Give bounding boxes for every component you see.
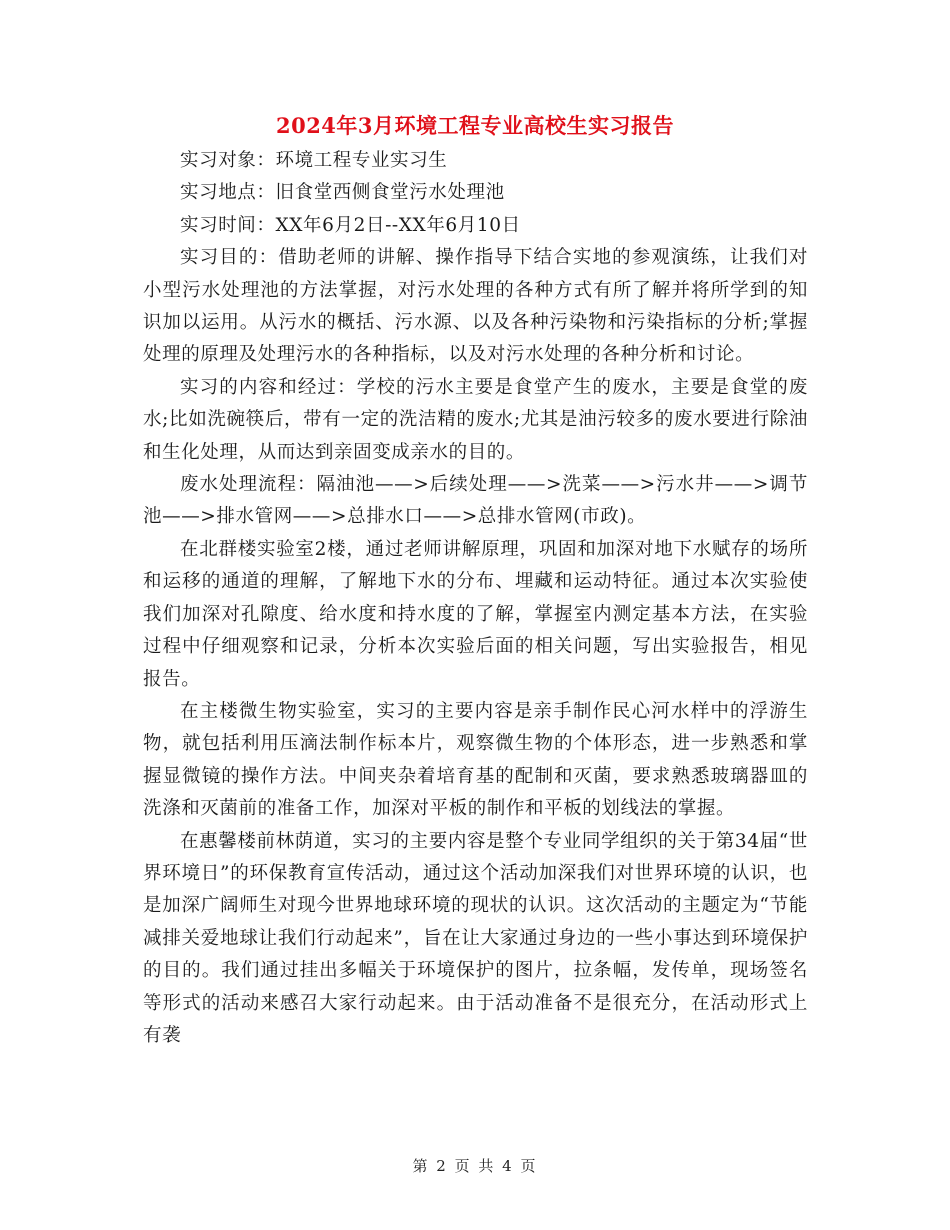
paragraph-content: 实习的内容和经过：学校的污水主要是食堂产生的废水，主要是食堂的废水;比如洗碗筷后，带有一定的洗洁精的废水;尤其是油污较多的废水要进行除油和生化处理，从而达到亲固变成亲水的目的。 [143, 376, 808, 463]
paragraph-microbiology-lab: 在主楼微生物实验室，实习的主要内容是亲手制作民心河水样中的浮游生物，就包括利用压滴法制作标本片，观察微生物的个体形态，进一步熟悉和掌握显微镜的操作方法。中间夹杂着培育基的配制和灭菌，要求熟悉玻璃器皿的洗涤和灭菌前的准备工作，加深对平板的制作和平板的划线法的掌握。 [143, 700, 808, 820]
page-title: 2024年3月环境工程专业高校生实习报告 [275, 113, 675, 138]
page-number: 第 2 页 共 4 页 [412, 1157, 538, 1175]
paragraph-groundwater-lab: 在北群楼实验室2楼，通过老师讲解原理，巩固和加深对地下水赋存的场所和运移的通道的理解，了解地下水的分布、埋藏和运动特征。通过本次实验使我们加深对孔隙度、给水度和持水度的了解，掌握室内测定基本方法，在实验过程中仔细观察和记录，分析本次实验后面的相关问题，写出实验报告，相见报告。 [143, 538, 808, 690]
paragraph-time: 实习时间：XX年6月2日--XX年6月10日 [180, 214, 521, 236]
paragraph-location: 实习地点：旧食堂西侧食堂污水处理池 [180, 182, 505, 204]
paragraph-subject: 实习对象：环境工程专业实习生 [180, 150, 448, 171]
paragraph-purpose: 实习目的：借助老师的讲解、操作指导下结合实地的参观演练，让我们对小型污水处理池的方法掌握，对污水处理的各种方式有所了解并将所学到的知识加以运用。从污水的概括、污水源、以及各种污染物和污染指标的分析;掌握处理的原理及处理污水的各种指标，以及对污水处理的各种分析和讨论。 [143, 247, 808, 366]
paragraph-environment-day: 在惠馨楼前林荫道，实习的主要内容是整个专业同学组织的关于第34届“世界环境日”的环保教育宣传活动，通过这个活动加深我们对世界环境的认识，也是加深广阔师生对现今世界地球环境的现状的认识。这次活动的主题定为“节能减排关爱地球让我们行动起来”，旨在让大家通过身边的一些小事达到环境保护的目的。我们通过挂出多幅关于环境保护的图片，拉条幅，发传单，现场签名等形式的活动来感召大家行动起来。由于活动准备不是很充分，在活动形式上有袭 [143, 830, 808, 1046]
paragraph-process-flow: 废水处理流程：隔油池——>后续处理——>洗菜——>污水井——>调节池——>排水管网——>总排水口——>总排水管网(市政)。 [143, 474, 808, 528]
document-body [143, 145, 808, 1052]
